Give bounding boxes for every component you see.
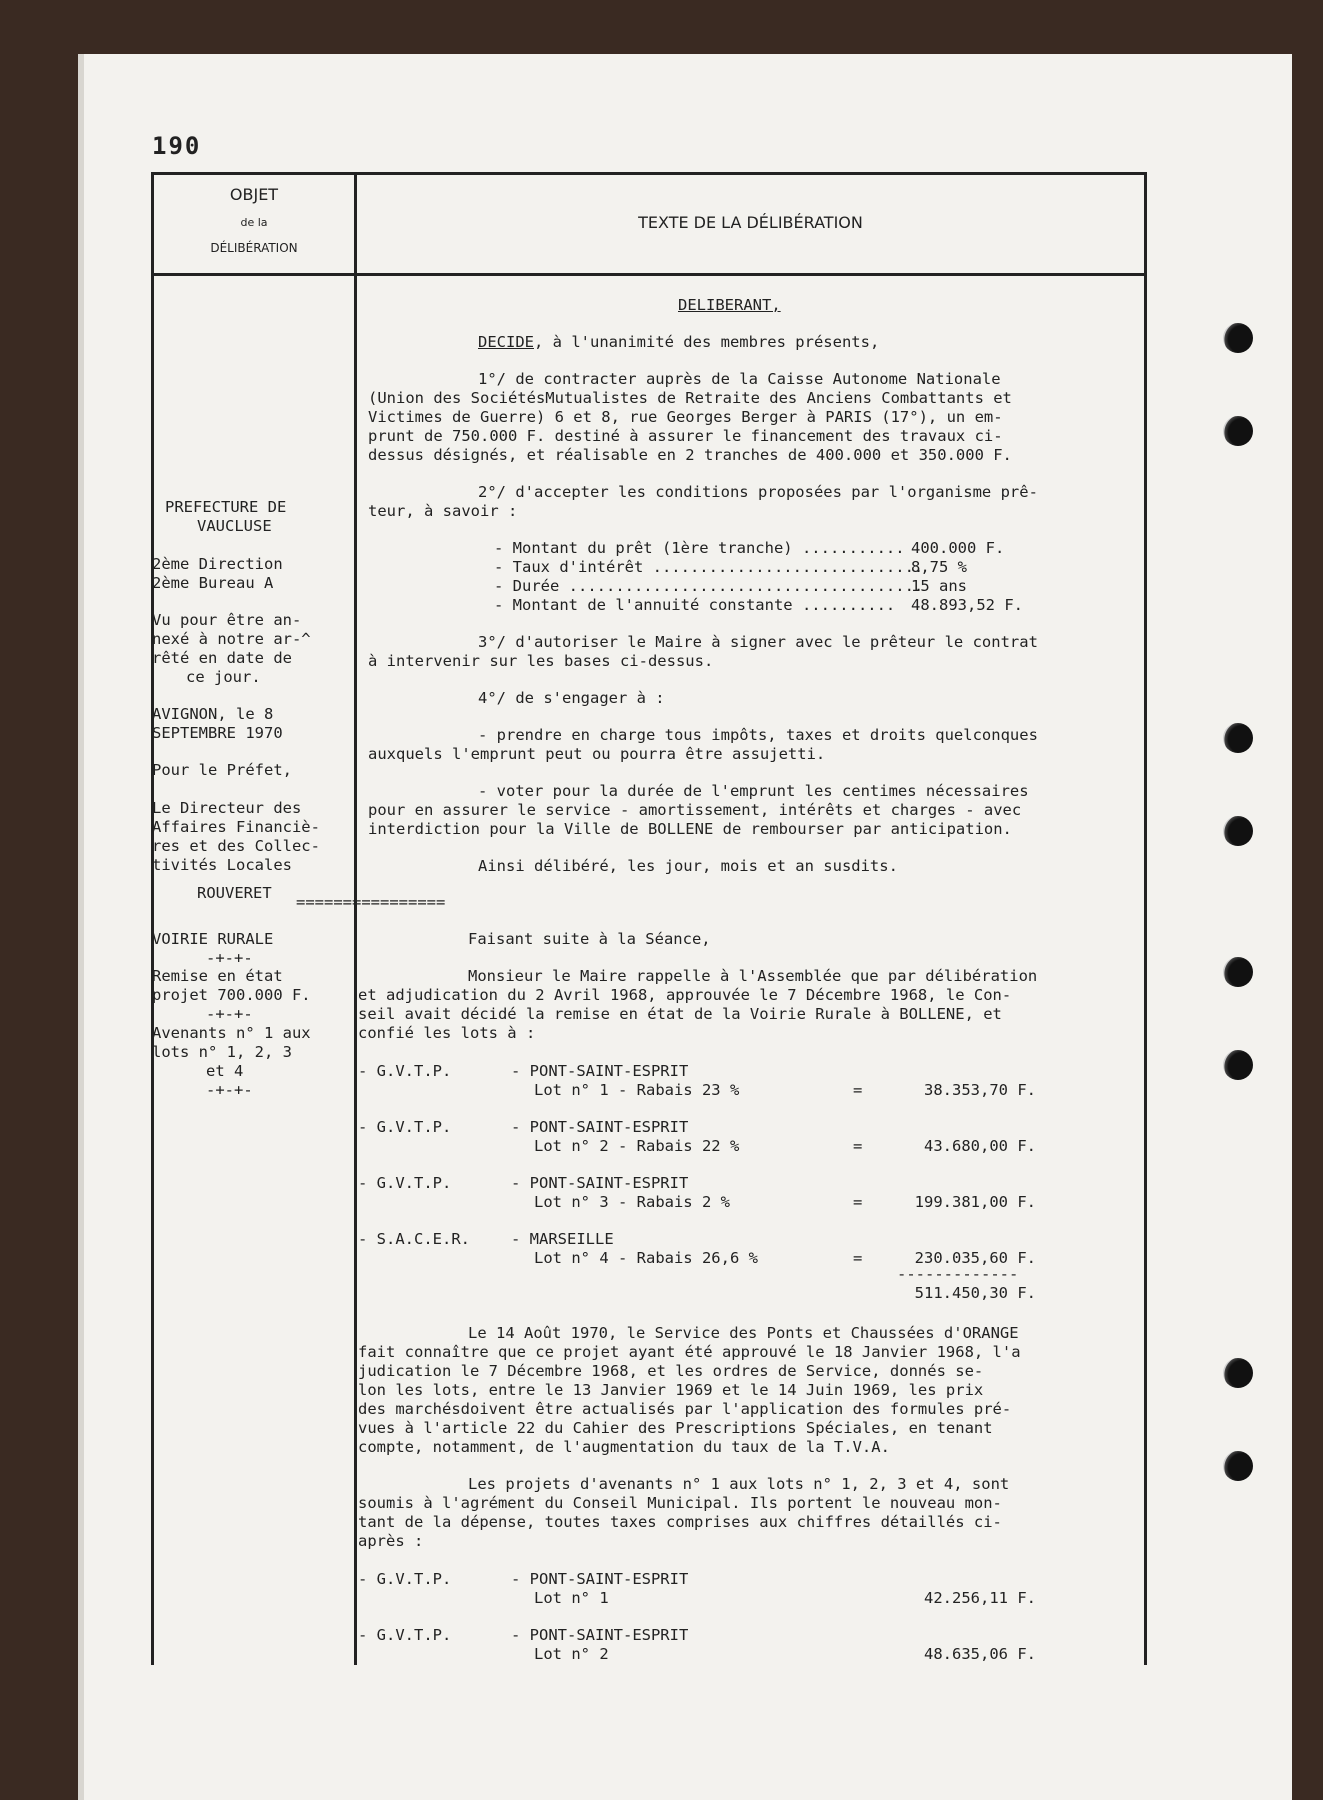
header-texte: TEXTE DE LA DÉLIBÉRATION	[638, 213, 863, 232]
total-rule: -------------	[897, 1265, 1019, 1283]
header-objet: OBJET de la DÉLIBÉRATION	[210, 185, 298, 255]
paragraph-2: 2°/ d'accepter les conditions proposées par l'organisme prê-	[478, 483, 1038, 501]
paragraph-4b: - voter pour la durée de l'emprunt les centimes nécessaires	[478, 782, 1029, 800]
signature-name: ROUVERET	[197, 884, 272, 902]
paragraph-1: 1°/ de contracter auprès de la Caisse Autonome Nationale	[478, 370, 1001, 388]
paragraph-3: 3°/ d'autoriser le Maire à signer avec le prêteur le contrat	[478, 633, 1038, 651]
vu-annexe: Vu pour être an-	[152, 611, 302, 629]
binder-hole-icon	[1223, 416, 1253, 446]
direction: 2ème Direction	[152, 555, 283, 573]
condition-row: - Montant de l'annuité constante ..........	[494, 596, 896, 614]
voirie-title: VOIRIE RURALE	[152, 930, 274, 948]
condition-row: - Montant du prêt (1ère tranche) ...........	[494, 539, 905, 557]
paragraph-5: Monsieur le Maire rappelle à l'Assemblée que par délibération	[468, 967, 1038, 985]
ainsi-delibere: Ainsi délibéré, les jour, mois et an susdits.	[478, 857, 898, 875]
column-divider	[354, 175, 357, 1665]
page-number: 190	[152, 132, 202, 160]
lot-row: - G.V.T.P.	[358, 1118, 452, 1136]
avenants-note: Avenants n° 1 aux	[152, 1024, 311, 1042]
paragraph-6: Le 14 Août 1970, le Service des Ponts et Chaussées d'ORANGE	[468, 1324, 1019, 1342]
lot-row: - S.A.C.E.R.	[358, 1230, 470, 1248]
binder-hole-icon	[1223, 723, 1253, 753]
faisant-suite: Faisant suite à la Séance,	[468, 930, 711, 948]
decorative-dash: -+-+-	[206, 1081, 253, 1099]
directeur: Le Directeur des	[152, 799, 302, 817]
avenant-row: - G.V.T.P.	[358, 1626, 452, 1644]
paragraph-4a: - prendre en charge tous impôts, taxes et droits quelconques	[478, 726, 1038, 744]
binder-hole-icon	[1223, 323, 1253, 353]
paragraph-7: Les projets d'avenants n° 1 aux lots n° 1, 2, 3 et 4, sont	[468, 1475, 1010, 1493]
decorative-dash: -+-+-	[206, 1005, 253, 1023]
remise-en-etat: Remise en état	[152, 967, 283, 985]
prefecture: PREFECTURE DE	[165, 498, 287, 516]
condition-row: - Durée ......................................	[494, 577, 924, 595]
paragraph-4: 4°/ de s'engager à :	[478, 689, 665, 707]
binder-hole-icon	[1223, 957, 1253, 987]
decide-line: DECIDE, à l'unanimité des membres présents,	[478, 333, 880, 351]
avignon-date: AVIGNON, le 8	[152, 705, 274, 723]
condition-row: - Taux d'intérêt .............................	[494, 558, 924, 576]
deliberant-heading: DELIBERANT,	[678, 296, 781, 314]
decorative-dash: -+-+-	[206, 949, 253, 967]
avenant-row: - G.V.T.P.	[358, 1570, 452, 1588]
binder-hole-icon	[1223, 816, 1253, 846]
lot-row: - G.V.T.P.	[358, 1062, 452, 1080]
lots-total: 511.450,30 F.	[914, 1284, 1036, 1302]
binder-hole-icon	[1223, 1358, 1253, 1388]
binder-hole-icon	[1223, 1050, 1253, 1080]
pour-le-prefet: Pour le Préfet,	[152, 761, 292, 779]
binder-hole-icon	[1223, 1451, 1253, 1481]
lot-row: - G.V.T.P.	[358, 1174, 452, 1192]
header-divider	[154, 273, 1144, 276]
separator-line: ================	[296, 893, 446, 911]
